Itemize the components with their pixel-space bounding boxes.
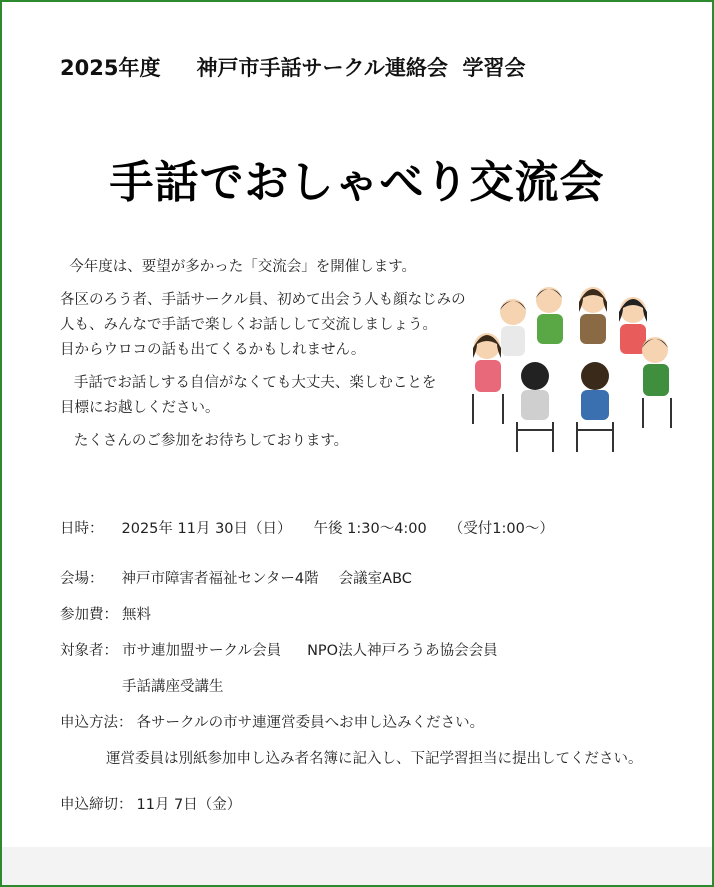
header-line [60,52,525,82]
intro-paragraph-3: 手話でお話しする自信がなくても大丈夫、楽しむことを 目標にお越しください。 [60,375,437,416]
intro-paragraph-4: たくさんのご参加をお待ちしております。 [73,433,349,449]
date-label: 日時： [60,521,104,537]
apply-label: 申込方法： [60,715,133,731]
target-row-2 [122,675,224,696]
intro-text [60,255,480,454]
fee-label: 参加費： [60,607,118,623]
apply-note-row [106,747,643,768]
fee-value: 無料 [122,607,151,623]
venue-label: 会場： [60,571,104,587]
date-row [60,517,554,538]
header-org: 神戸市手話サークル連絡会 [196,56,448,80]
apply-value: 各サークルの市サ連運営委員へお申し込みください。 [136,715,485,731]
deadline-label: 申込締切： [60,797,133,813]
people-sitting-in-circle-illustration [467,280,677,460]
intro-paragraph-1: 今年度は、要望が多かった「交流会」を開催します。 [69,259,417,275]
header-event-type: 学習会 [462,56,526,80]
header-year: 2025年度 [60,56,161,80]
target-row [60,639,498,660]
intro-paragraph-2: 各区のろう者、手話サークル員、初めて出会う人も顔なじみの 人も、みんなで手話で楽しくお話しして交流しましょう。 目からウロコの話も出てくるかもしれません。 [60,292,466,358]
time-value: 午後 1:30～4:00 [313,521,427,537]
venue-value: 神戸市障害者福祉センター4階 [121,571,319,587]
main-title: 手話でおしゃべり交流会 [109,157,605,208]
fee-row [60,603,151,624]
target-value-2: NPO法人神戸ろうあ協会会員 [307,643,498,659]
footer-band [2,847,712,885]
target-label: 対象者： [60,643,118,659]
target-value-1: 市サ連加盟サークル会員 [122,643,282,659]
apply-row [60,711,484,732]
target-value-3: 手話講座受講生 [122,679,224,695]
venue-room: 会議室ABC [338,571,412,587]
venue-row [60,567,412,588]
deadline-value: 11月 7日（金） [136,797,242,813]
deadline-row [60,793,241,814]
reception-time: （受付1:00～） [448,521,554,537]
apply-note: 運営委員は別紙参加申し込み者名簿に記入し、下記学習担当に提出してください。 [106,751,643,767]
date-value: 2025年 11月 30日（日） [121,521,292,537]
